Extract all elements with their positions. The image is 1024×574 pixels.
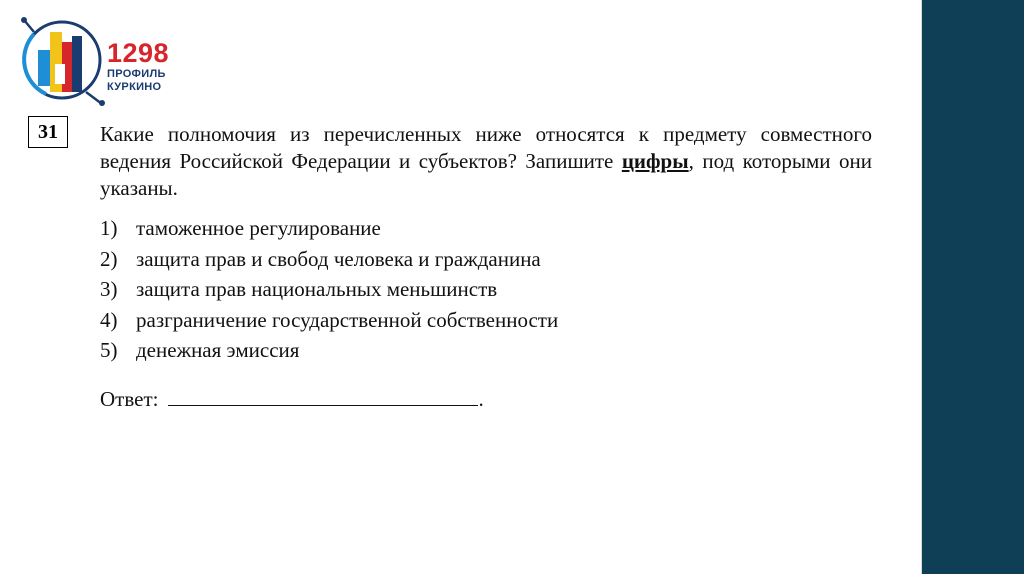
list-item	[100, 276, 860, 307]
list-item	[100, 246, 860, 277]
answer-end-period: .	[478, 387, 484, 411]
list-item	[100, 307, 860, 338]
option-text: денежная эмиссия	[136, 338, 300, 362]
option-text: разграничение государственной собственности	[136, 307, 559, 332]
logo-line-1: ПРОФИЛЬ	[107, 68, 166, 80]
option-number: 1)	[100, 216, 118, 240]
answer-blank-line[interactable]	[168, 385, 478, 406]
question-number-box: 31	[28, 116, 68, 148]
option-text: таможенное регулирование	[136, 216, 381, 240]
school-logo	[16, 14, 176, 106]
option-number: 2)	[100, 246, 118, 271]
answer-options-list	[100, 215, 860, 368]
right-decorative-band	[922, 0, 1024, 574]
option-text: защита прав и свобод человека и гражданина	[136, 246, 541, 271]
logo-line-2: КУРКИНО	[107, 81, 162, 93]
question-text-start: Какие полномочия из перечисленных ниже относятся к предмету совместного ведения Российской Федерации и субъектов? Запишите	[100, 122, 872, 173]
option-number: 4)	[100, 307, 118, 332]
option-number: 3)	[100, 277, 118, 301]
logo-text	[107, 40, 169, 93]
list-item	[100, 337, 860, 368]
option-number: 5)	[100, 338, 118, 362]
answer-row	[100, 385, 484, 412]
list-item	[100, 215, 860, 246]
question-text-end: , под которыми они указаны.	[100, 149, 872, 200]
option-text: защита прав национальных меньшинств	[136, 277, 498, 301]
answer-label: Ответ:	[100, 387, 159, 411]
logo-number: 1298	[107, 38, 170, 68]
logo-emblem-icon	[16, 14, 116, 106]
question-text-emphasis: цифры	[621, 149, 689, 173]
question-text	[100, 121, 872, 202]
